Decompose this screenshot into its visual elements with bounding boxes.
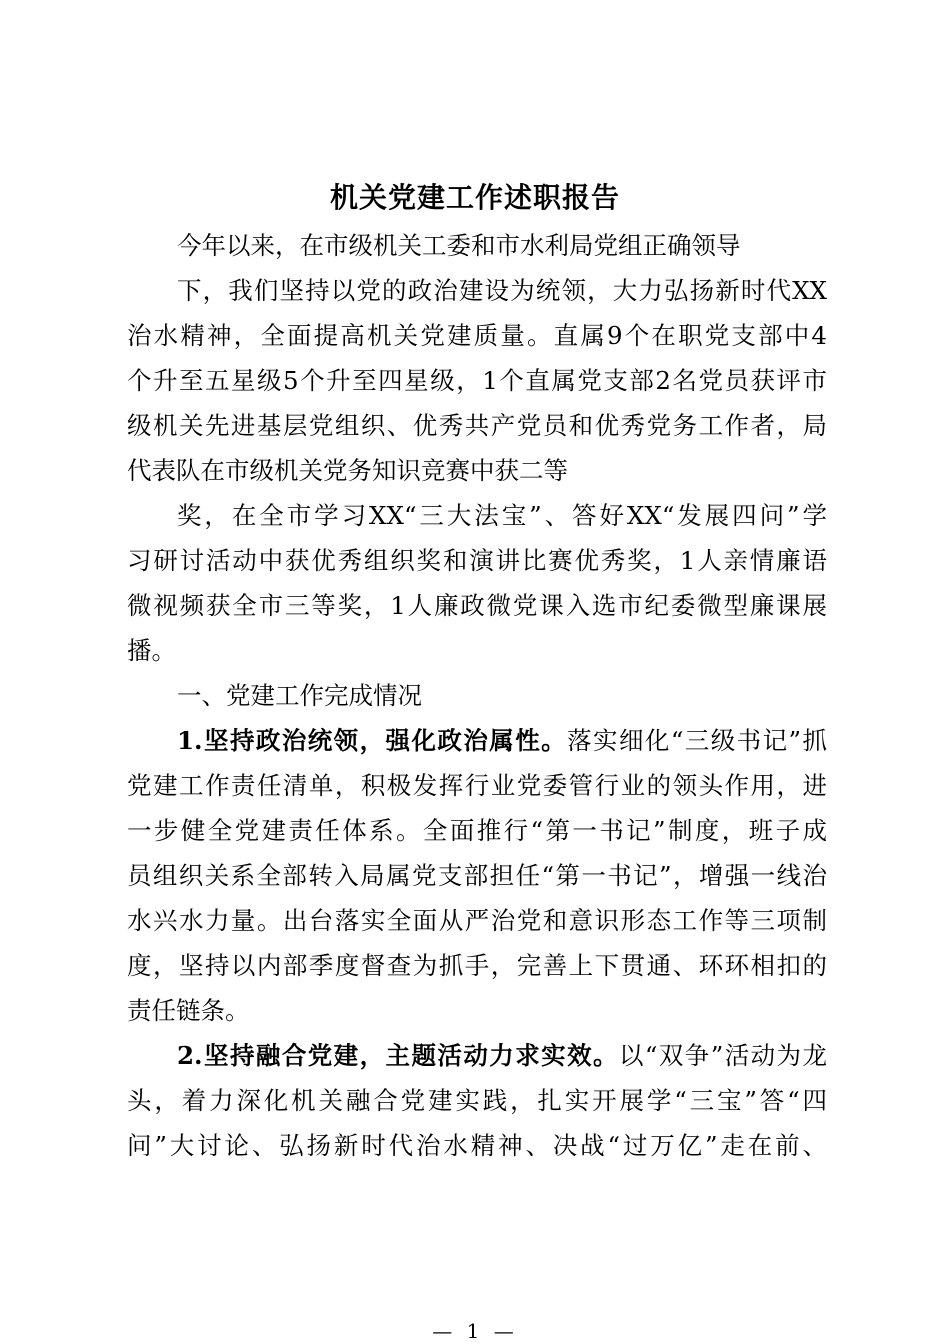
paragraph-line: 微视频获全市三等奖，1人廉政微党课入选市纪委微型廉课展	[127, 591, 827, 620]
item-first-line	[177, 1038, 827, 1074]
paragraph-line: 奖，在全市学习XX“三大法宝”、答好XX“发展四问”学	[177, 501, 827, 530]
paragraph-line: 下，我们坚持以党的政治建设为统领，大力弘扬新时代XX	[177, 276, 827, 305]
paragraph-line: 个升至五星级5个升至四星级，1个直属党支部2名党员获评市	[127, 366, 827, 395]
item-first-line	[177, 723, 827, 759]
paragraph-line: 责任链条。	[127, 996, 250, 1025]
item-heading: 2.坚持融合党建，主题活动力求实效。	[177, 1041, 619, 1070]
page-number: — 1 —	[432, 1319, 518, 1343]
paragraph-line: 代表队在市级机关党务知识竞赛中获二等	[127, 456, 568, 485]
paragraph-line: 员组织关系全部转入局属党支部担任“第一书记”，增强一线治	[127, 861, 827, 890]
paragraph-line: 头，着力深化机关融合党建实践，扎实开展学“三宝”答“四	[127, 1086, 827, 1115]
paragraph-line: 问”大讨论、弘扬新时代治水精神、决战“过万亿”走在前、	[127, 1131, 827, 1160]
paragraph-line: 治水精神，全面提高机关党建质量。直属9个在职党支部中4	[127, 321, 827, 350]
section-heading: 一、党建工作完成情况	[177, 681, 422, 710]
paragraph-line: 今年以来，在市级机关工委和市水利局党组正确领导	[177, 231, 741, 260]
paragraph-line: 水兴水力量。出台落实全面从严治党和意识形态工作等三项制	[127, 906, 827, 935]
paragraph-line: 一步健全党建责任体系。全面推行“第一书记”制度，班子成	[127, 816, 827, 845]
document-title: 机关党建工作述职报告	[329, 181, 620, 214]
item-heading: 1.坚持政治统领，强化政治属性。	[177, 726, 568, 755]
paragraph-line: 习研讨活动中获优秀组织奖和演讲比赛优秀奖，1人亲情廉语	[127, 546, 827, 575]
item-text: 落实细化“三级书记”抓	[567, 726, 827, 755]
paragraph-line: 级机关先进基层党组织、优秀共产党员和优秀党务工作者，局	[127, 411, 827, 440]
paragraph-line: 党建工作责任清单，积极发挥行业党委管行业的领头作用，进	[127, 771, 827, 800]
paragraph-line: 度，坚持以内部季度督查为抓手，完善上下贯通、环环相扣的	[127, 951, 827, 980]
paragraph-line: 播。	[127, 636, 176, 665]
item-text: 以“双争”活动为龙	[618, 1041, 827, 1070]
